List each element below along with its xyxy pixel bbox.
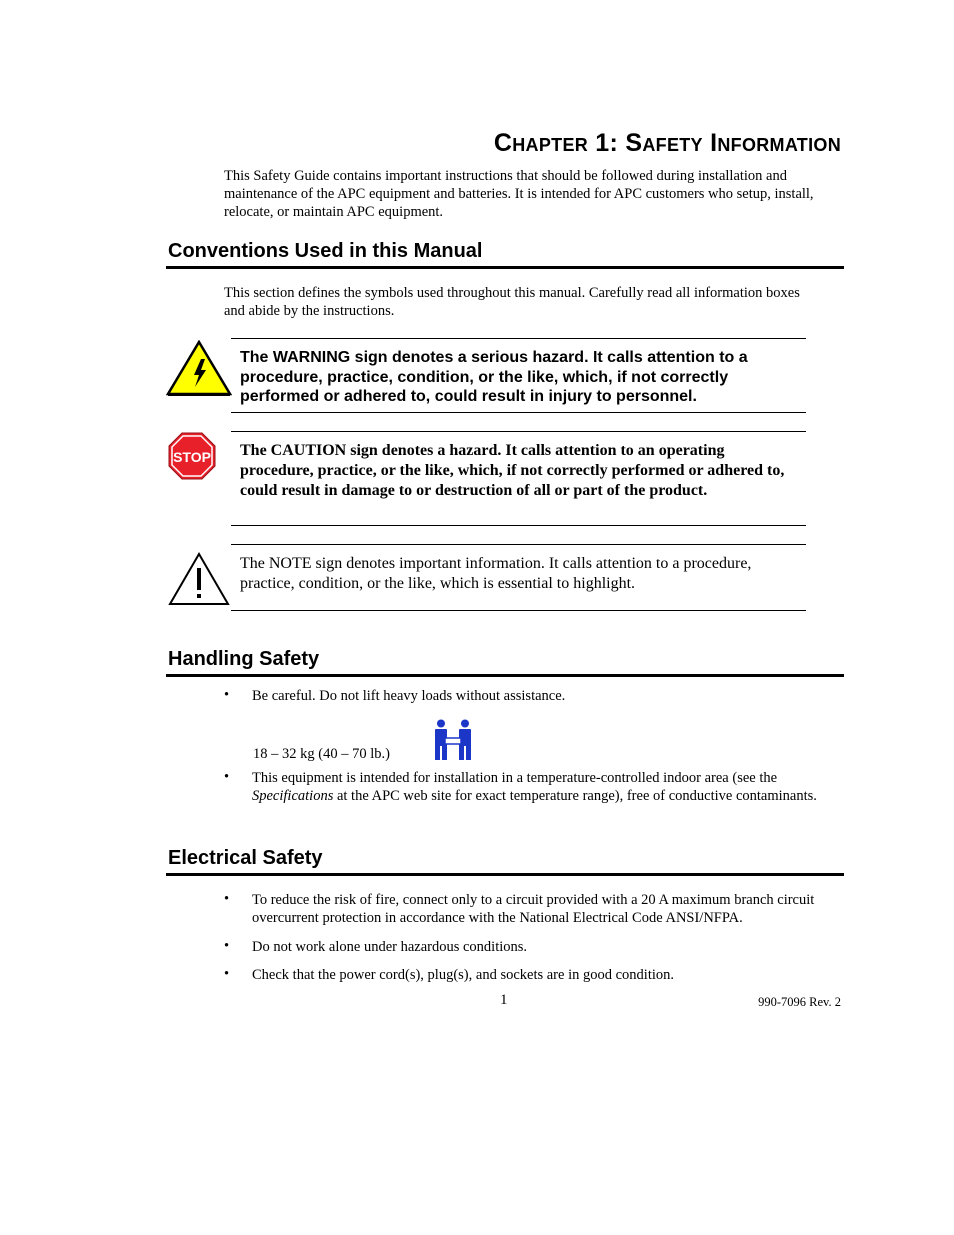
- section-rule: [166, 674, 844, 677]
- warning-icon: [166, 340, 232, 396]
- conventions-paragraph: This section defines the symbols used throughout this manual. Carefully read all information boxes and abide by the instructions.: [224, 285, 800, 319]
- bullet-glyph: •: [224, 769, 230, 785]
- box-rule: [231, 544, 806, 545]
- warning-text: The WARNING sign denotes a serious hazard. It calls attention to a procedure, practice, condition, or the like, which, if not correctly performed or adhered to, could result in injury to personnel.: [240, 349, 748, 405]
- box-rule: [231, 338, 806, 339]
- section-rule: [166, 266, 844, 269]
- weight-range-text: 18 – 32 kg (40 – 70 lb.): [253, 746, 390, 762]
- exclamation-icon: [168, 552, 230, 606]
- bullet-glyph: •: [224, 938, 230, 954]
- box-rule: [231, 525, 806, 526]
- chapter-title: Chapter 1: Safety Information: [493, 129, 841, 157]
- box-rule: [231, 610, 806, 611]
- document-id: 990-7096 Rev. 2: [758, 995, 841, 1009]
- box-rule: [231, 431, 806, 432]
- electrical-heading: Electrical Safety: [168, 847, 323, 869]
- handling-heading: Handling Safety: [168, 648, 320, 670]
- stop-sign-label: STOP: [173, 449, 211, 465]
- bullet-glyph: •: [224, 891, 230, 907]
- electrical-bullet-text: Check that the power cord(s), plug(s), and sockets are in good condition.: [252, 967, 675, 983]
- conventions-heading: Conventions Used in this Manual: [168, 240, 483, 262]
- section-rule: [166, 873, 844, 876]
- page-number: 1: [500, 992, 508, 1008]
- handling-bullet-text: Be careful. Do not lift heavy loads without assistance.: [252, 688, 566, 704]
- caution-text: The CAUTION sign denotes a hazard. It calls attention to an operating procedure, practice, or the like, which, if not correctly performed or adhered to, could result in damage to or destruction of all or part of the product.: [240, 442, 785, 499]
- bullet-glyph: •: [224, 966, 230, 982]
- electrical-bullet-text: To reduce the risk of fire, connect only to a circuit provided with a 20 A maximum branch circuit overcurrent protection in accordance with the National Electrical Code ANSI/NFPA.: [252, 892, 815, 926]
- box-rule: [231, 412, 806, 413]
- bullet-glyph: •: [224, 687, 230, 703]
- stop-sign-icon: [168, 432, 216, 480]
- intro-paragraph: This Safety Guide contains important instructions that should be followed during installation and maintenance of the APC equipment and batteries. It is intended for APC customers who setup, install, relocate, or maintain APC equipment.: [224, 168, 814, 220]
- electrical-bullet-text: Do not work alone under hazardous conditions.: [252, 939, 528, 955]
- note-text: The NOTE sign denotes important information. It calls attention to a procedure, practice, condition, or the like, which is essential to highlight.: [240, 555, 752, 592]
- handling-bullet-text: This equipment is intended for installation in a temperature-controlled indoor area (see the Specifications at the APC web site for exact temperature range), free of conductive contaminants.: [252, 770, 817, 804]
- two-person-lift-icon: [432, 719, 474, 761]
